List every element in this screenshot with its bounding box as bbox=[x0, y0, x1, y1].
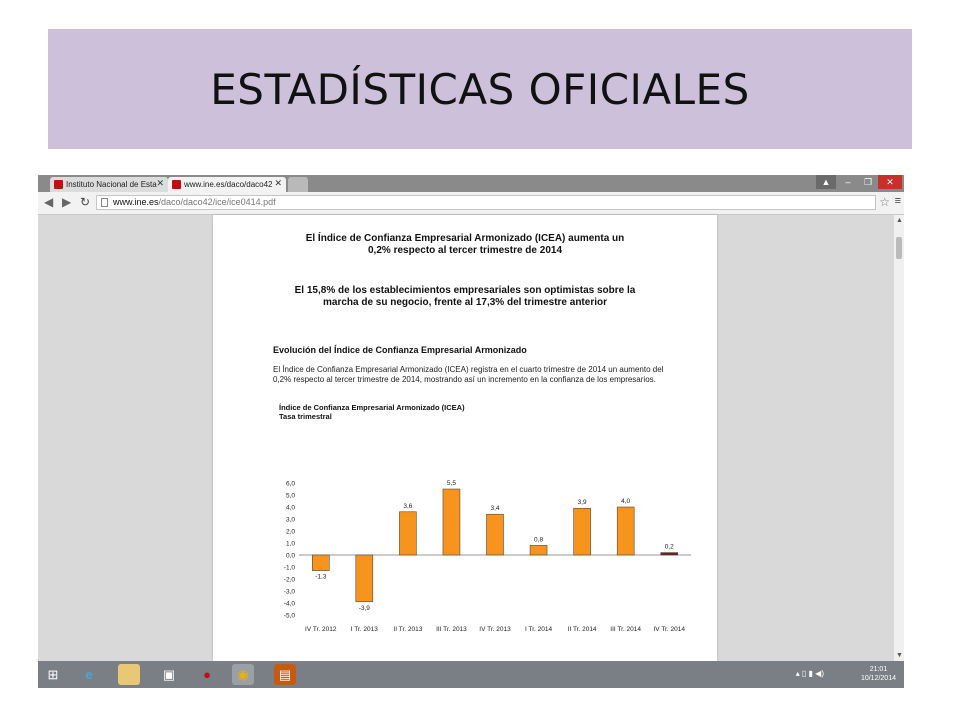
x-tick-label: III Tr. 2013 bbox=[436, 626, 467, 633]
y-tick-label: 2,0 bbox=[285, 528, 295, 536]
chart-title bbox=[279, 403, 465, 421]
restore-icon[interactable]: ❐ bbox=[863, 177, 873, 187]
chrome-icon[interactable]: ◉ bbox=[232, 664, 254, 685]
bar bbox=[530, 545, 547, 555]
ie-icon[interactable]: e bbox=[85, 667, 93, 682]
y-tick-label: 6,0 bbox=[285, 480, 295, 488]
x-tick-label: IV Tr. 2013 bbox=[479, 626, 511, 633]
data-label: -3,9 bbox=[358, 604, 370, 612]
tab-close-icon[interactable]: ✕ bbox=[156, 178, 164, 188]
scroll-thumb[interactable] bbox=[896, 237, 902, 259]
pdf-viewer bbox=[38, 215, 894, 661]
window-close-icon[interactable]: ✕ bbox=[878, 175, 902, 189]
powerpoint-icon[interactable]: ▤ bbox=[274, 664, 296, 685]
scrollbar[interactable] bbox=[894, 215, 904, 661]
minimize-icon[interactable]: – bbox=[845, 177, 851, 187]
data-label: 0,8 bbox=[534, 536, 544, 544]
tab-strip bbox=[38, 175, 904, 192]
tab-close-icon[interactable]: ✕ bbox=[274, 178, 282, 188]
forward-icon[interactable]: ▶ bbox=[62, 195, 72, 209]
data-label: 5,5 bbox=[446, 480, 456, 487]
data-label: 4,0 bbox=[621, 498, 631, 505]
bar bbox=[574, 508, 591, 555]
bar bbox=[443, 489, 460, 555]
page-icon bbox=[101, 198, 108, 207]
remote-desktop-icon[interactable]: ▣ bbox=[162, 666, 176, 682]
y-tick-label: -2,0 bbox=[283, 576, 295, 584]
y-tick-label: -4,0 bbox=[283, 600, 295, 608]
scroll-down-icon[interactable]: ▼ bbox=[896, 652, 903, 659]
x-tick-label: II Tr. 2013 bbox=[393, 626, 423, 633]
data-label: 3,6 bbox=[403, 502, 413, 510]
slide-title: ESTADÍSTICAS OFICIALES bbox=[210, 64, 750, 114]
app-red-icon[interactable]: ● bbox=[203, 667, 211, 682]
x-tick-label: IV Tr. 2012 bbox=[305, 626, 337, 633]
data-label: -1,3 bbox=[315, 573, 327, 581]
bar bbox=[356, 555, 373, 602]
y-tick-label: -5,0 bbox=[283, 612, 295, 620]
url-path: /daco/daco42/ice/ice0414.pdf bbox=[158, 197, 276, 207]
clock[interactable] bbox=[861, 665, 896, 683]
y-tick-label: -1,0 bbox=[283, 564, 295, 572]
menu-icon[interactable]: ≡ bbox=[894, 195, 901, 207]
clock-date: 10/12/2014 bbox=[860, 675, 896, 682]
taskbar bbox=[38, 661, 904, 688]
tab-ine-home[interactable] bbox=[50, 177, 168, 192]
y-tick-label: 0,0 bbox=[285, 552, 295, 560]
x-tick-label: III Tr. 2014 bbox=[610, 626, 642, 633]
address-bar[interactable] bbox=[96, 195, 876, 210]
x-tick-label: I Tr. 2013 bbox=[350, 626, 378, 633]
headline-2: El 15,8% de los establecimientos empresariales son optimistas sobre la marcha de su negocio, frente al 17,3% del trimestre anterior bbox=[294, 285, 636, 308]
y-tick-label: 1,0 bbox=[285, 540, 295, 548]
scroll-up-icon[interactable]: ▲ bbox=[896, 217, 903, 224]
x-tick-label: I Tr. 2014 bbox=[525, 626, 553, 633]
file-explorer-icon[interactable] bbox=[118, 664, 140, 685]
y-tick-label: -3,0 bbox=[283, 588, 295, 596]
bar bbox=[312, 555, 329, 571]
system-tray-icons[interactable]: ▴ ▯ ▮ ◀) bbox=[795, 669, 824, 678]
chart-title-line2: Tasa trimestral bbox=[279, 412, 332, 421]
y-tick-label: 4,0 bbox=[285, 504, 295, 512]
user-icon[interactable]: ▲ bbox=[816, 175, 836, 189]
section-title: Evolución del Índice de Confianza Empresarial Armonizado bbox=[273, 345, 527, 355]
bar bbox=[617, 507, 634, 555]
bar bbox=[399, 512, 416, 555]
clock-time: 21:01 bbox=[869, 666, 888, 673]
url-host: www.ine.es bbox=[113, 197, 159, 207]
tab-label: Instituto Nacional de Esta bbox=[66, 180, 157, 189]
bar-chart bbox=[273, 475, 693, 661]
ine-favicon-icon bbox=[172, 180, 181, 189]
new-tab-button[interactable] bbox=[288, 177, 308, 192]
y-tick-label: 5,0 bbox=[285, 492, 295, 500]
headline-1: El Índice de Confianza Empresarial Armonizado (ICEA) aumenta un 0,2% respecto al tercer trimestre de 2014 bbox=[305, 233, 625, 256]
x-tick-label: II Tr. 2014 bbox=[567, 626, 597, 633]
tab-pdf[interactable] bbox=[168, 177, 286, 192]
body-paragraph: El Índice de Confianza Empresarial Armonizado (ICEA) registra en el cuarto trimestre de 2014 un aumento del 0,2% respecto al tercer trimestre de 2014, mostrando así un incremento en la confianza de los empresarios. bbox=[273, 365, 664, 384]
windows-start-icon[interactable]: ⊞ bbox=[47, 666, 59, 682]
slide-header bbox=[48, 29, 912, 149]
browser-toolbar bbox=[38, 192, 904, 215]
bar bbox=[487, 514, 504, 555]
bookmark-star-icon[interactable]: ☆ bbox=[879, 195, 890, 209]
pdf-page bbox=[213, 215, 717, 661]
data-label: 0,2 bbox=[664, 543, 674, 551]
data-label: 3,9 bbox=[577, 499, 587, 507]
ine-favicon-icon bbox=[54, 180, 63, 189]
back-icon[interactable]: ◀ bbox=[44, 195, 54, 209]
y-tick-label: 3,0 bbox=[285, 516, 295, 524]
bar bbox=[661, 553, 678, 555]
data-label: 3,4 bbox=[490, 505, 500, 513]
x-tick-label: IV Tr. 2014 bbox=[653, 626, 685, 633]
reload-icon[interactable]: ↻ bbox=[80, 195, 91, 209]
browser-screenshot bbox=[38, 175, 904, 688]
tab-label: www.ine.es/daco/daco42 bbox=[184, 180, 273, 189]
chart-title-line1: Índice de Confianza Empresarial Armonizado (ICEA) bbox=[279, 403, 465, 412]
